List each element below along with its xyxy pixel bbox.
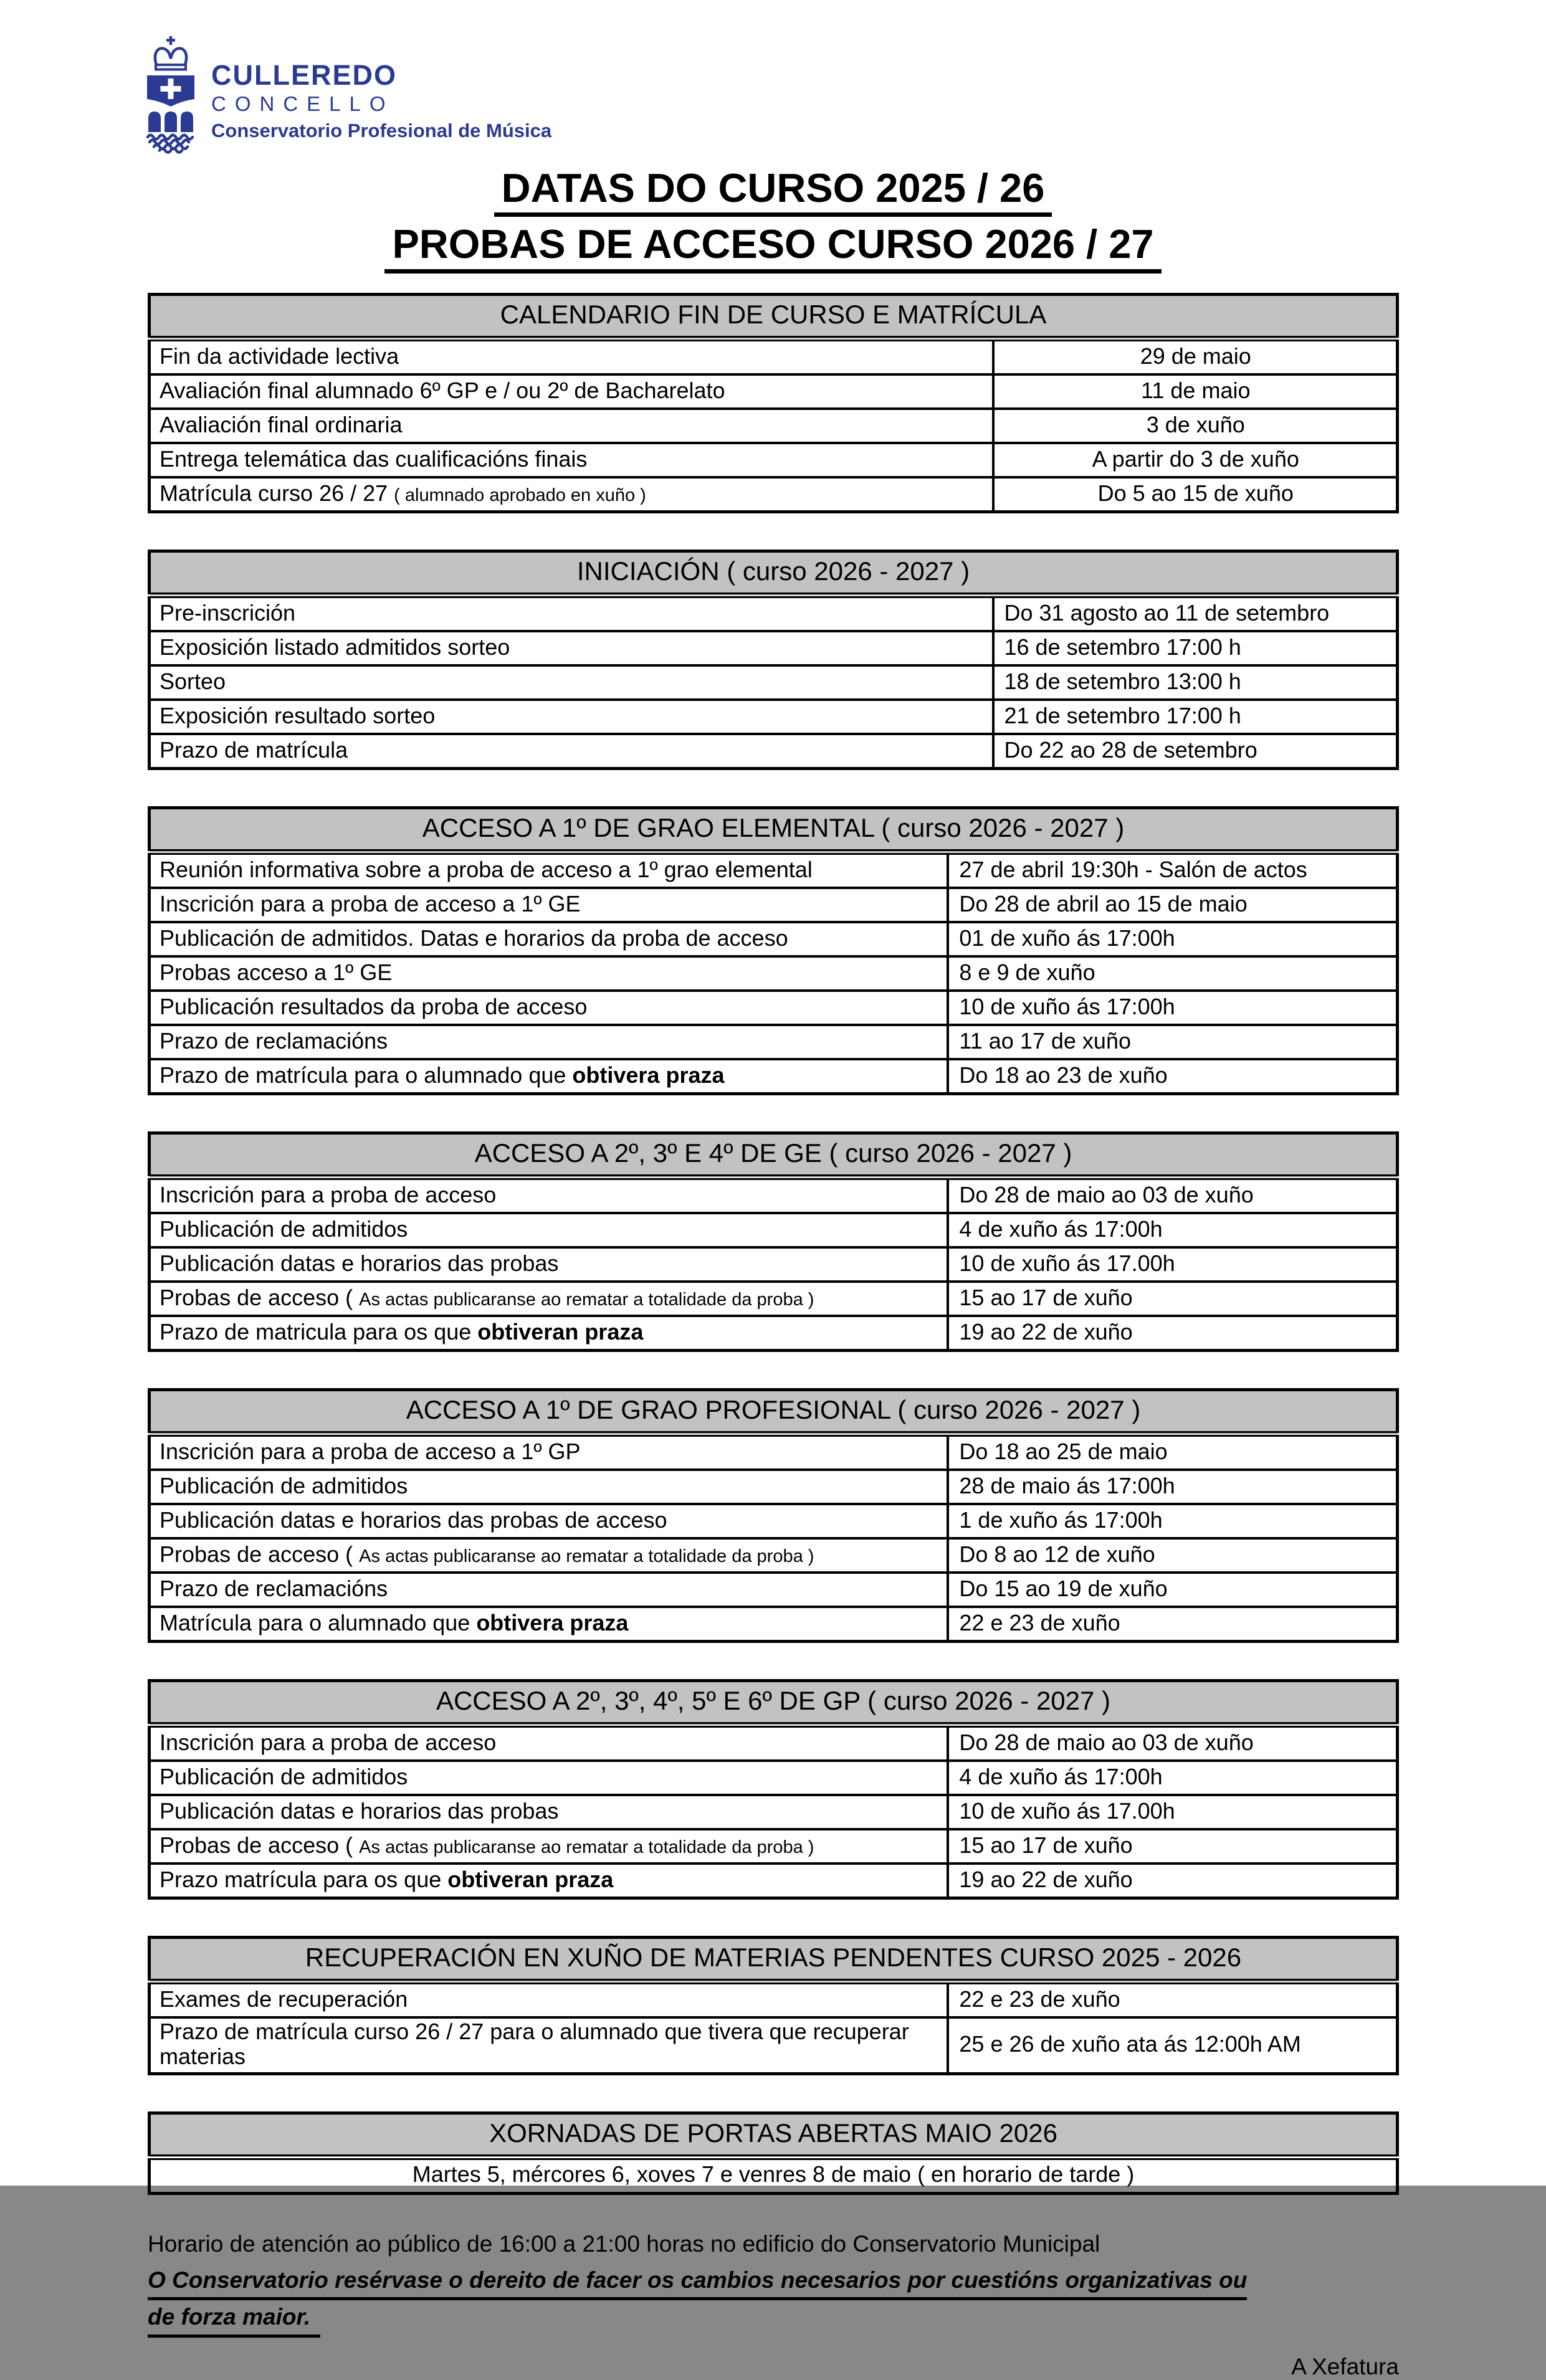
table-row [150, 665, 1398, 700]
row-label: Fin da actividade lectiva [150, 339, 993, 375]
footer-signature: A Xefatura [1291, 2353, 1399, 2379]
row-label: Exposición resultado sorteo [150, 700, 993, 734]
table-row [150, 700, 1398, 734]
table-row [150, 852, 1398, 888]
row-label: Matrícula curso 26 / 27 ( alumnado aprobado en xuño ) [150, 477, 993, 512]
row-label: Inscrición para a proba de acceso a 1º GE [150, 888, 948, 922]
table-row [150, 409, 1398, 443]
table-row [150, 1316, 1398, 1351]
table-header-row [150, 1133, 1398, 1178]
row-label: Probas de acceso ( As actas publicaranse ao rematar a totalidade da proba ) [150, 1829, 948, 1864]
logo-name: CULLEREDO [211, 59, 397, 91]
footer-hours: Horario de atención ao público de 16:00 a 21:00 horas no edificio do Conservatorio Municipal [148, 2230, 1100, 2257]
table-row [150, 631, 1398, 665]
row-value: 3 de xuño [993, 409, 1398, 443]
row-value: Do 15 ao 19 de xuño [948, 1573, 1397, 1607]
row-label: Publicación de admitidos [150, 1470, 948, 1504]
table-row [150, 1761, 1398, 1795]
row-label: Probas de acceso ( As actas publicaranse ao rematar a totalidade da proba ) [150, 1538, 948, 1573]
table-row [150, 922, 1398, 956]
row-label: Exposición listado admitidos sorteo [150, 631, 993, 665]
table-acceso-1-grao-profesional [148, 1388, 1399, 1643]
table-portas-abertas [148, 2111, 1399, 2195]
table-row [150, 888, 1398, 922]
row-value: 27 de abril 19:30h - Salón de actos [948, 852, 1397, 888]
table-header: RECUPERACIÓN EN XUÑO DE MATERIAS PENDENTES CURSO 2025 - 2026 [150, 1938, 1398, 1982]
row-label: Prazo de matrícula para o alumnado que obtivera praza [150, 1059, 948, 1094]
table-header-row [150, 551, 1398, 596]
table-header: ACCESO A 1º DE GRAO PROFESIONAL ( curso 2026 - 2027 ) [150, 1390, 1398, 1434]
culleredo-crest-icon [145, 35, 196, 152]
row-value: A partir do 3 de xuño [993, 443, 1398, 477]
row-value: 11 de maio [993, 374, 1398, 409]
table-row [150, 1213, 1398, 1247]
row-value: Do 5 ao 15 de xuño [993, 477, 1398, 512]
row-value: 28 de maio ás 17:00h [948, 1470, 1397, 1504]
row-value: 22 e 23 de xuño [948, 1982, 1397, 2018]
row-value: 10 de xuño ás 17:00h [948, 991, 1397, 1025]
logo [145, 35, 551, 152]
table-row [150, 1982, 1398, 2018]
row-value: 19 ao 22 de xuño [948, 1864, 1397, 1898]
title-line-1: DATAS DO CURSO 2025 / 26 [0, 167, 1546, 217]
row-label: Inscrición para a proba de acceso [150, 1178, 948, 1214]
table-header: ACCESO A 2º, 3º E 4º DE GE ( curso 2026 - 2027 ) [150, 1133, 1398, 1178]
table-row [150, 1059, 1398, 1094]
table-row [150, 1573, 1398, 1607]
row-value: 10 de xuño ás 17.00h [948, 1247, 1397, 1282]
table-header-row [150, 295, 1398, 339]
table-row [150, 1470, 1398, 1504]
table-row [150, 1607, 1398, 1642]
table-row [150, 374, 1398, 409]
table-row [150, 734, 1398, 769]
table-row [150, 339, 1398, 375]
table-acceso-1-grao-elemental [148, 806, 1399, 1095]
row-value: 1 de xuño ás 17:00h [948, 1504, 1397, 1538]
table-row [150, 991, 1398, 1025]
table-row [150, 596, 1398, 632]
logo-department: Conservatorio Profesional de Música [211, 120, 552, 141]
row-value: 16 de setembro 17:00 h [993, 631, 1398, 665]
row-value: 25 e 26 de xuño ata ás 12:00h AM [948, 2017, 1397, 2073]
footer-notice: O Conservatorio resérvase o dereito de facer os cambios necesarios por cuestións organizativas ou de forza maior. [148, 2263, 1399, 2338]
row-value: 19 ao 22 de xuño [948, 1316, 1397, 1351]
table-header-row [150, 1681, 1398, 1725]
table-header-row [150, 2113, 1398, 2157]
table-header: ACCESO A 1º DE GRAO ELEMENTAL ( curso 2026 - 2027 ) [150, 808, 1398, 852]
table-row [150, 2157, 1398, 2193]
document-title [0, 161, 1546, 274]
table-row [150, 1504, 1398, 1538]
table-row [150, 1282, 1398, 1316]
logo-text [211, 35, 551, 140]
row-value: 01 de xuño ás 17:00h [948, 922, 1397, 956]
row-label: Publicación de admitidos [150, 1213, 948, 1247]
row-label: Pre-inscrición [150, 596, 993, 632]
footer [148, 2231, 1399, 2380]
title-line-2: PROBAS DE ACCESO CURSO 2026 / 27 [0, 223, 1546, 273]
row-value: 11 ao 17 de xuño [948, 1025, 1397, 1059]
row-value: 21 de setembro 17:00 h [993, 700, 1398, 734]
row-label: Prazo de matricula para os que obtiveran praza [150, 1316, 948, 1351]
row-label: Prazo de matrícula [150, 734, 993, 769]
row-value: 18 de setembro 13:00 h [993, 665, 1398, 700]
row-label: Prazo matrícula para os que obtiveran praza [150, 1864, 948, 1898]
table-acceso-2-6-gp [148, 1679, 1399, 1900]
table-header-row [150, 1938, 1398, 1982]
table-row [150, 1725, 1398, 1761]
row-label: Publicación datas e horarios das probas de acceso [150, 1504, 948, 1538]
row-label: Prazo de reclamacións [150, 1573, 948, 1607]
table-row [150, 1538, 1398, 1573]
row-label: Martes 5, mércores 6, xoves 7 e venres 8 de maio ( en horario de tarde ) [150, 2157, 1398, 2193]
row-value: 8 e 9 de xuño [948, 956, 1397, 991]
table-row [150, 1795, 1398, 1829]
table-header: XORNADAS DE PORTAS ABERTAS MAIO 2026 [150, 2113, 1398, 2157]
row-label: Publicación datas e horarios das probas [150, 1247, 948, 1282]
row-value: Do 18 ao 23 de xuño [948, 1059, 1397, 1094]
row-label: Matrícula para o alumnado que obtivera praza [150, 1607, 948, 1642]
table-calendario-fin-curso [148, 293, 1399, 513]
table-row [150, 1247, 1398, 1282]
row-value: 15 ao 17 de xuño [948, 1829, 1397, 1864]
row-value: Do 28 de maio ao 03 de xuño [948, 1178, 1397, 1214]
table-header: ACCESO A 2º, 3º, 4º, 5º E 6º DE GP ( curso 2026 - 2027 ) [150, 1681, 1398, 1725]
row-label: Inscrición para a proba de acceso [150, 1725, 948, 1761]
row-label: Publicación de admitidos. Datas e horarios da proba de acceso [150, 922, 948, 956]
row-label: Inscrición para a proba de acceso a 1º GP [150, 1434, 948, 1470]
row-label: Publicación datas e horarios das probas [150, 1795, 948, 1829]
logo-subname: CONCELLO [211, 92, 394, 115]
row-value: Do 18 ao 25 de maio [948, 1434, 1397, 1470]
row-value: 29 de maio [993, 339, 1398, 375]
table-row [150, 1434, 1398, 1470]
row-value: Do 31 agosto ao 11 de setembro [993, 596, 1398, 632]
row-label: Publicación de admitidos [150, 1761, 948, 1795]
table-row [150, 1178, 1398, 1214]
table-row [150, 443, 1398, 477]
row-label: Probas acceso a 1º GE [150, 956, 948, 991]
row-label: Publicación resultados da proba de acceso [150, 991, 948, 1025]
row-label: Avaliación final alumnado 6º GP e / ou 2º de Bacharelato [150, 374, 993, 409]
table-row [150, 956, 1398, 991]
row-label: Prazo de matrícula curso 26 / 27 para o alumnado que tivera que recuperar materias [150, 2017, 948, 2073]
table-row [150, 477, 1398, 512]
row-label: Reunión informativa sobre a proba de acceso a 1º grao elemental [150, 852, 948, 888]
row-value: 22 e 23 de xuño [948, 1607, 1397, 1642]
row-label: Entrega telemática das cualificacións finais [150, 443, 993, 477]
row-value: 10 de xuño ás 17.00h [948, 1795, 1397, 1829]
table-recuperacion [148, 1936, 1399, 2075]
row-label: Probas de acceso ( As actas publicaranse ao rematar a totalidade da proba ) [150, 1282, 948, 1316]
table-iniciacion [148, 550, 1399, 770]
row-value: 4 de xuño ás 17:00h [948, 1213, 1397, 1247]
schedule-content [148, 293, 1399, 2380]
table-header: CALENDARIO FIN DE CURSO E MATRÍCULA [150, 295, 1398, 339]
table-row [150, 1864, 1398, 1898]
row-value: 15 ao 17 de xuño [948, 1282, 1397, 1316]
row-value: Do 8 ao 12 de xuño [948, 1538, 1397, 1573]
table-header-row [150, 808, 1398, 852]
row-label: Sorteo [150, 665, 993, 700]
table-header-row [150, 1390, 1398, 1434]
table-acceso-2-3-4-ge [148, 1131, 1399, 1352]
row-value: 4 de xuño ás 17:00h [948, 1761, 1397, 1795]
row-label: Avaliación final ordinaria [150, 409, 993, 443]
table-row [150, 2017, 1398, 2073]
row-label: Exames de recuperación [150, 1982, 948, 2018]
table-row [150, 1829, 1398, 1864]
row-value: Do 28 de maio ao 03 de xuño [948, 1725, 1397, 1761]
table-header: INICIACIÓN ( curso 2026 - 2027 ) [150, 551, 1398, 596]
row-value: Do 28 de abril ao 15 de maio [948, 888, 1397, 922]
row-label: Prazo de reclamacións [150, 1025, 948, 1059]
table-row [150, 1025, 1398, 1059]
row-value: Do 22 ao 28 de setembro [993, 734, 1398, 769]
